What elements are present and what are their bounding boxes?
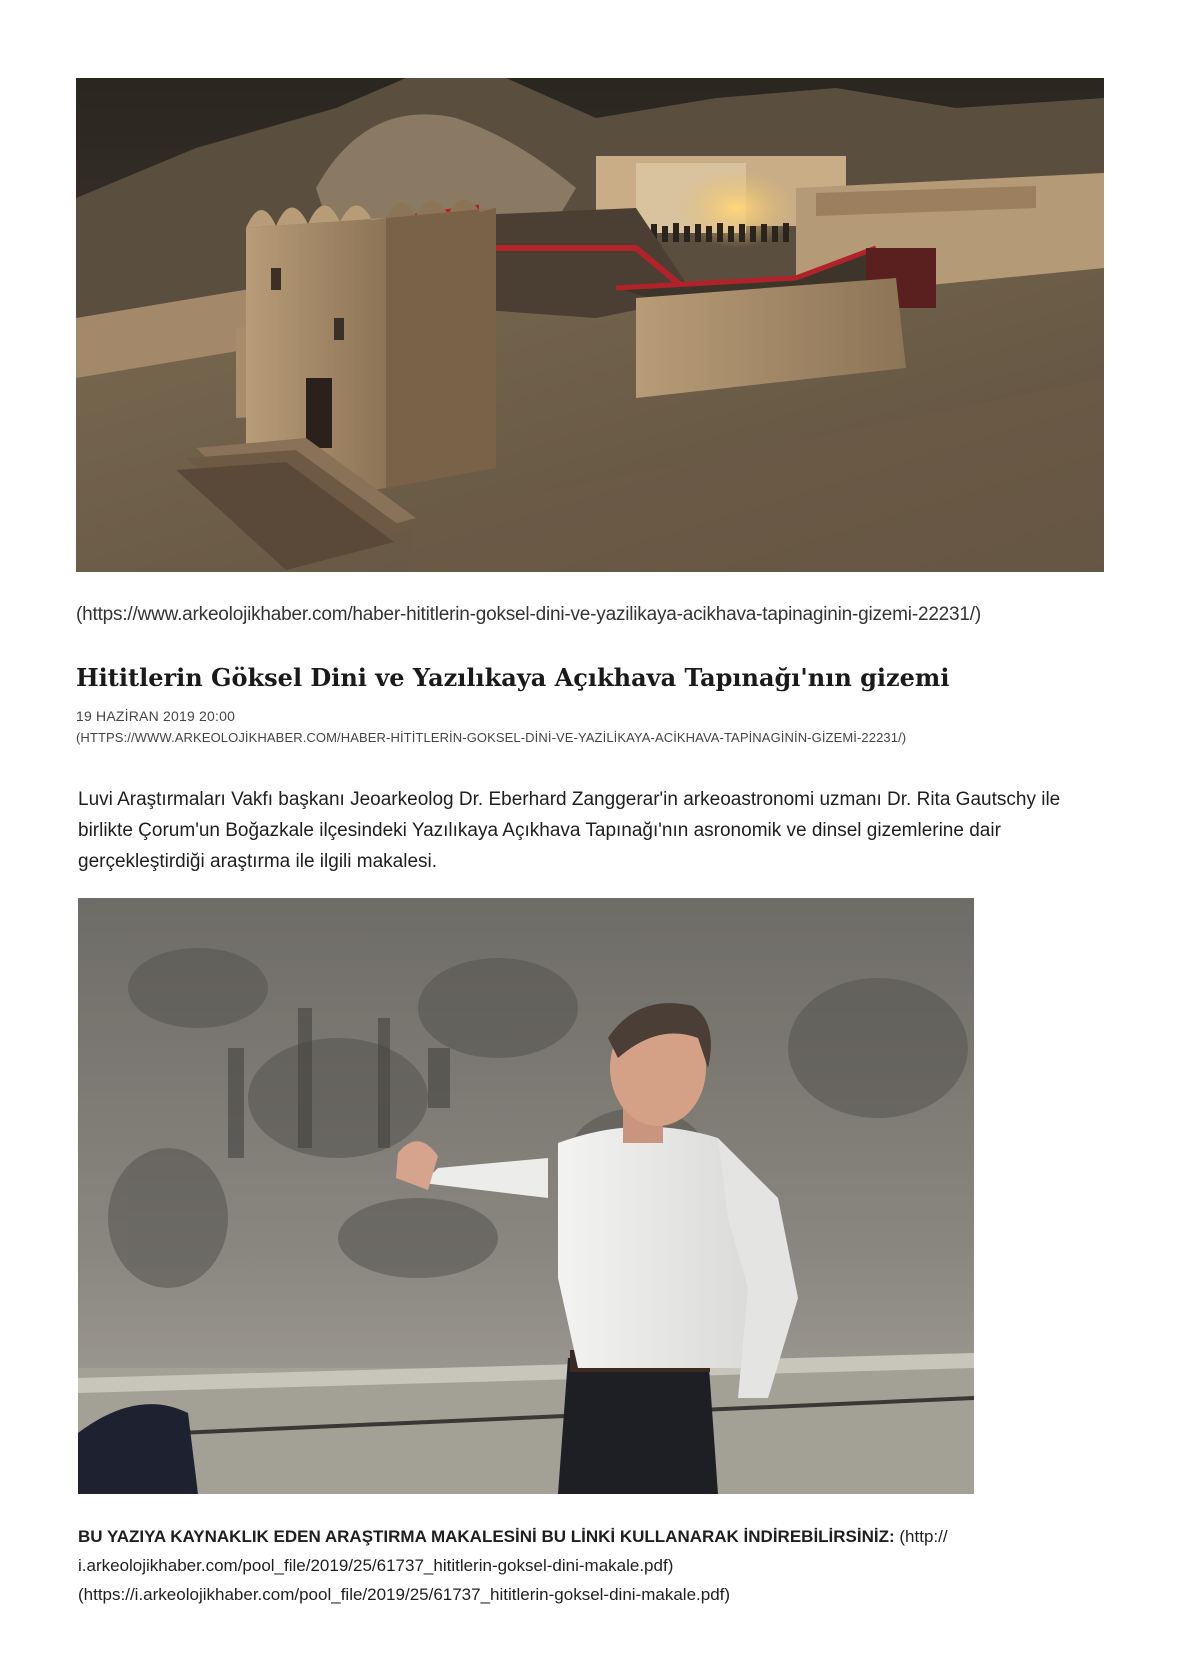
article-lead: Luvi Araştırmaları Vakfı başkanı Jeoarkeolog Dr. Eberhard Zanggerar'in arkeoastronomi uzmanı Dr. Rita Gautschy ile birlikte Çorum'un Boğazkale ilçesindeki Yazılıkaya Açıkhava Tapınağı'nın asronomik ve dinsel gizemlerine dair gerçekleştirdiği araştırma ile ilgili makalesi.: [78, 789, 1061, 872]
hero-image-temple-reconstruction: [76, 78, 1104, 572]
footer-bold-text: BU YAZIYA KAYNAKLIK EDEN ARAŞTIRMA MAKALESİNİ BU LİNKİ KULLANARAK İNDİREBİLİRSİNİZ:: [78, 1527, 895, 1546]
footer-download-note: [78, 1522, 1118, 1609]
source-link[interactable]: (https://www.arkeolojikhaber.com/haber-hititlerin-goksel-dini-ve-yazilikaya-acikhava-tapinaginin-gizemi-22231/): [76, 604, 981, 625]
article-url[interactable]: (HTTPS://WWW.ARKEOLOJİKHABER.COM/HABER-HİTİTLERİN-GOKSEL-DİNİ-VE-YAZİLİKAYA-ACİKHAVA-TAPİNAGİNİN-GİZEMİ-22231/): [76, 730, 907, 745]
footer-pdf-links[interactable]: (http:// i.arkeolojikhaber.com/pool_file/2019/25/61737_hititlerin-goksel-dini-makale.pdf)(https://i.arkeolojikhaber.com/pool_file/2019/25/61737_hititlerin-goksel-dini-makale.pdf): [78, 1527, 948, 1604]
publish-date: 19 HAZİRAN 2019 20:00: [76, 708, 236, 724]
photo-man-at-rock-relief: [78, 898, 974, 1494]
article-title: Hititlerin Göksel Dini ve Yazılıkaya Açıkhava Tapınağı'nın gizemi: [76, 663, 950, 692]
